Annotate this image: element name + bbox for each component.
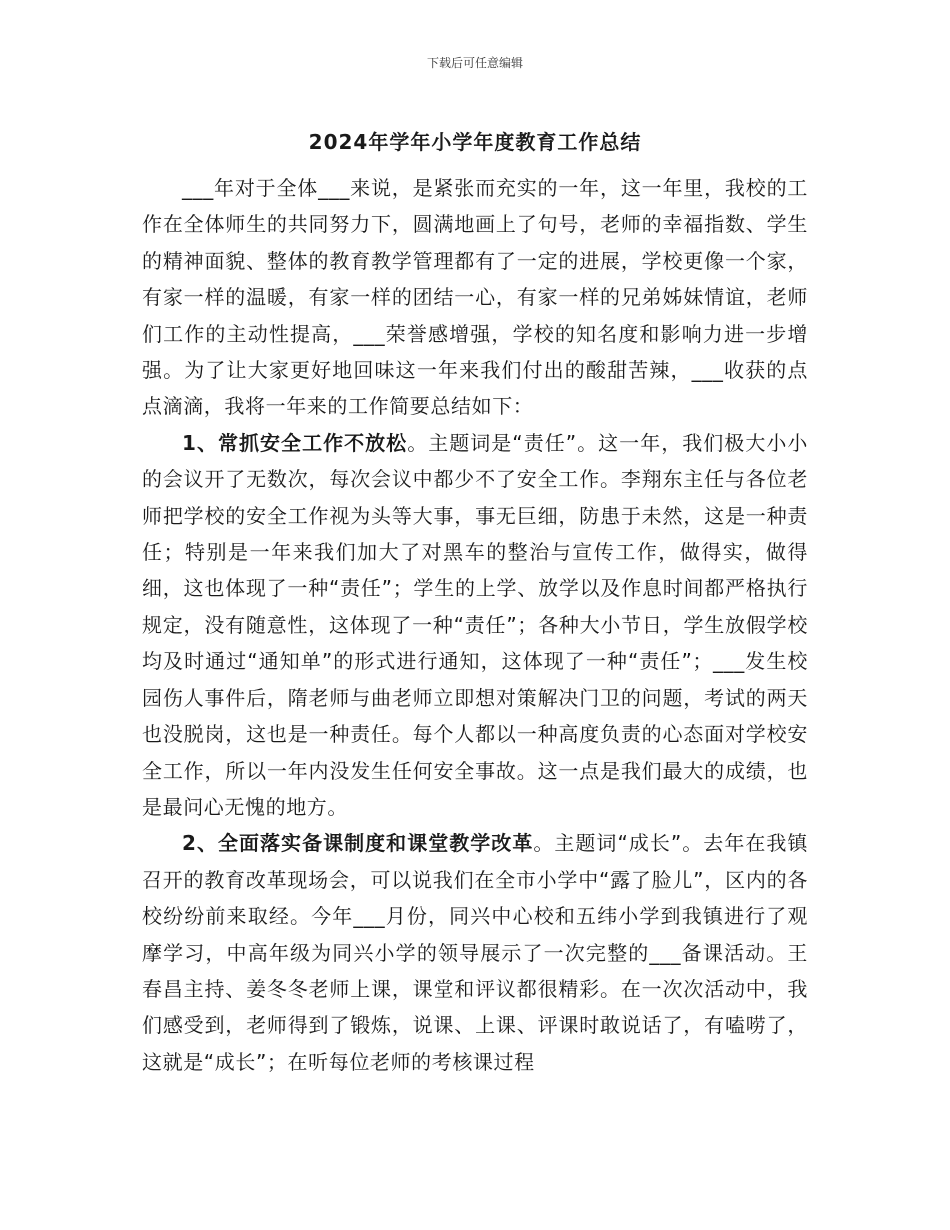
- section-body-safety: 。主题词是“责任”。这一年，我们极大小小的会议开了无数次，每次会议中都少不了安全工作。李翔东主任与各位老师把学校的安全工作视为头等大事，事无巨细，防患于未然，这是一种责任；特别是一年来我们加大了对黑车的整治与宣传工作，做得实，做得细，这也体现了一种“责任”；学生的上学、放学以及作息时间都严格执行规定，没有随意性，这体现了一种“责任”；各种大小节日，学生放假学校均及时通过“通知单”的形式进行通知，这体现了一种“责任”；___发生校园伤人事件后，隋老师与曲老师立即想对策解决门卫的问题，考试的两天也没脱岗，这也是一种责任。每个人都以一种高度负责的心态面对学校安全工作，所以一年内没发生任何安全事故。这一点是我们最大的成绩，也是最问心无愧的地方。: [142, 430, 808, 819]
- section-heading-teaching-reform: 2、全面落实备课制度和课堂教学改革: [182, 831, 534, 856]
- document-title: 2024年学年小学年度教育工作总结: [308, 130, 642, 154]
- page-header-note: 下载后可任意编辑: [426, 56, 523, 70]
- section-heading-safety: 1、常抓安全工作不放松: [182, 430, 408, 455]
- section-paragraph-safety: [142, 425, 808, 825]
- section-body-teaching-reform: 。主题词“成长”。去年在我镇召开的教育改革现场会，可以说我们在全市小学中“露了脸儿”，区内的各校纷纷前来取经。今年___月份，同兴中心校和五纬小学到我镇进行了观摩学习，中高年级为同兴小学的领导展示了一次完整的___备课活动。王春昌主持、姜冬冬老师上课，课堂和评议都很精彩。在一次次活动中，我们感受到，老师得到了锻炼，说课、上课、评课时敢说话了，有嗑唠了，这就是“成长”；在听每位老师的考核课过程: [142, 831, 808, 1074]
- intro-paragraph: ___年对于全体___来说，是紧张而充实的一年，这一年里，我校的工作在全体师生的共同努力下，圆满地画上了句号，老师的幸福指数、学生的精神面貌、整体的教育教学管理都有了一定的进展，学校更像一个家，有家一样的温暖，有家一样的团结一心，有家一样的兄弟姊妹情谊，老师们工作的主动性提高，___荣誉感增强，学校的知名度和影响力进一步增强。为了让大家更好地回味这一年来我们付出的酸甜苦辣，___收获的点点滴滴，我将一年来的工作简要总结如下：: [142, 176, 808, 419]
- section-paragraph-teaching-reform: [142, 825, 808, 1080]
- document-body: [142, 170, 808, 1080]
